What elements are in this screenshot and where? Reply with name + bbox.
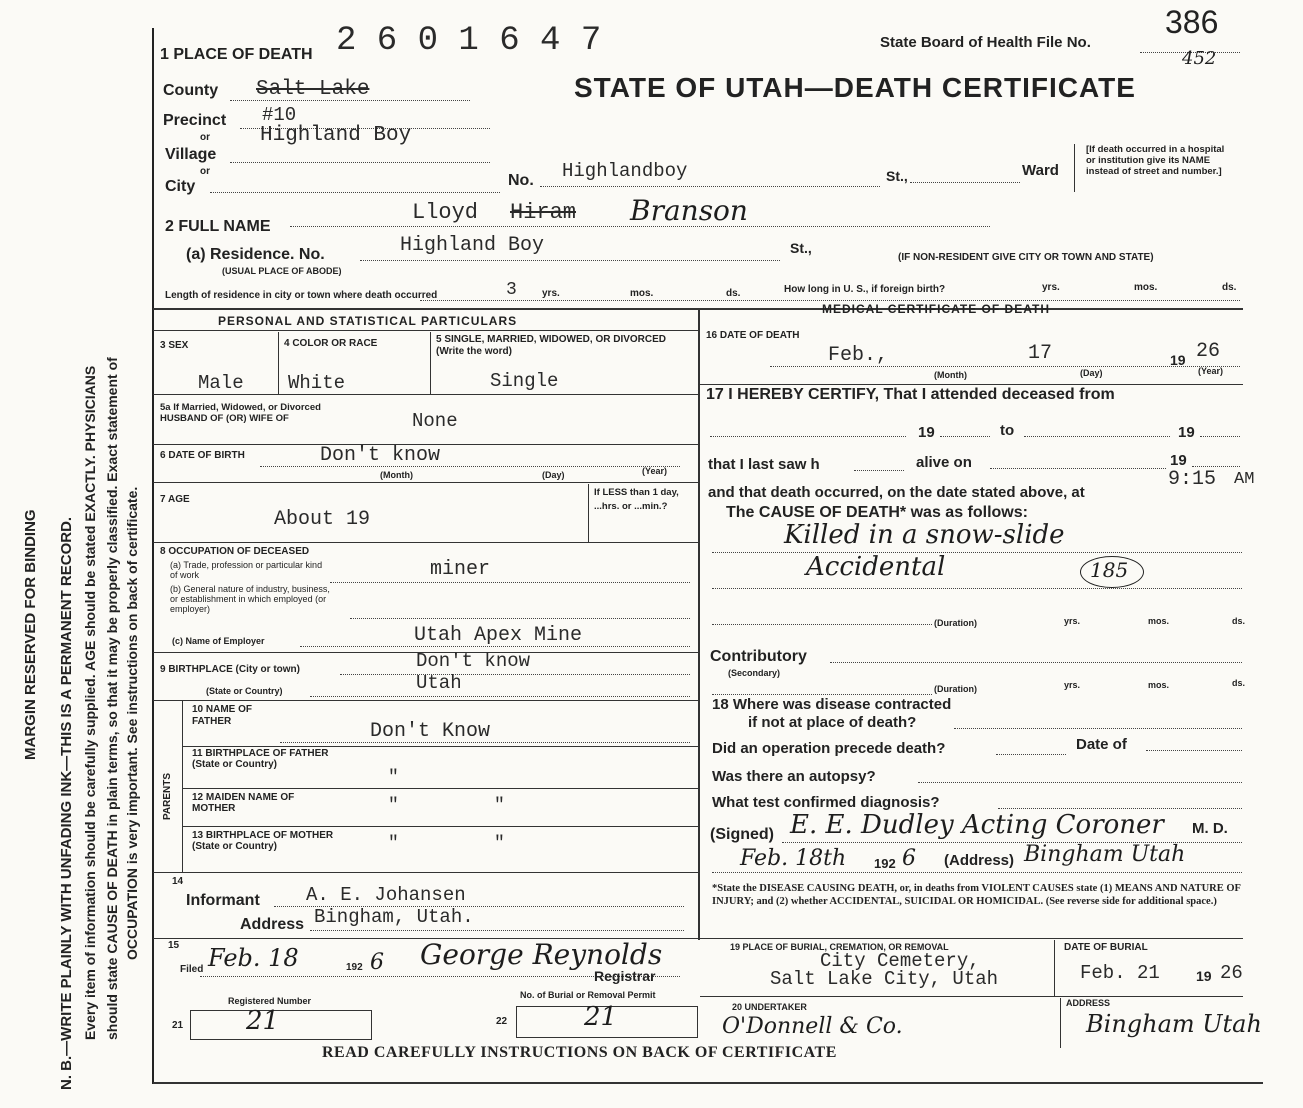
occupation-b-label: (b) General nature of industry, business, or establishment in which employed (or employer) (170, 584, 330, 614)
ward-label: Ward (1022, 162, 1059, 179)
cause-code: 185 (1090, 558, 1129, 582)
cause-label: The CAUSE OF DEATH* was as follows: (726, 504, 1028, 521)
father-birthplace-ditto: " (388, 768, 399, 788)
alive-on-year-line (1192, 466, 1240, 467)
cause-of-death-2: Accidental (806, 552, 946, 582)
last-saw-line (854, 470, 904, 471)
informant-address-line (310, 930, 684, 931)
where-contracted-label-2: if not at place of death? (748, 714, 917, 731)
file-number-sub: 452 (1182, 48, 1217, 69)
date-of-line (1146, 750, 1242, 751)
st-label: St., (886, 168, 908, 184)
marital-label: 5 SINGLE, MARRIED, WIDOWED, OR DIVORCED (Write the word) (436, 334, 667, 357)
or-label-1: or (200, 132, 210, 143)
signature-address-label: (Address) (944, 852, 1015, 869)
precinct-label: Precinct (163, 112, 227, 129)
row6-rule (153, 700, 698, 701)
death-time-am: AM (1234, 470, 1255, 489)
dob-value: Don't know (320, 444, 441, 467)
death-day-sub: (Day) (1080, 368, 1103, 378)
sex-value: Male (198, 372, 244, 394)
village-line (230, 162, 490, 163)
occupation-line (330, 582, 690, 583)
burial-place-2: Salt Lake City, Utah (770, 968, 999, 990)
burial-year-prefix: 19 (1196, 968, 1212, 984)
cause-of-death: Killed in a snow-slide (784, 520, 1065, 550)
place-of-death-label: 1 PLACE OF DEATH (160, 46, 313, 63)
burial-permit-prefix: 22 (496, 1016, 508, 1027)
village-value: Highland Boy (260, 124, 412, 147)
burial-year: 26 (1220, 962, 1243, 984)
undertaker-label: 20 UNDERTAKER (732, 1002, 807, 1012)
attended-line-2 (940, 436, 990, 437)
burial-date-label: DATE OF BURIAL (1064, 942, 1148, 953)
occupation-a-label: (a) Trade, profession or particular kind of work (170, 560, 323, 580)
birthplace-line (340, 674, 690, 675)
us-mos: mos. (1134, 282, 1158, 293)
father-line (280, 742, 690, 743)
undertaker-signature: O'Donnell & Co. (722, 1014, 903, 1039)
alive-on-19: 19 (1170, 452, 1187, 469)
village-label: Village (165, 146, 217, 163)
dob-day-sub: (Day) (542, 470, 565, 480)
occupation-value: miner (430, 558, 491, 581)
cause-mos: mos. (1148, 616, 1170, 626)
informant-rule (153, 938, 1243, 939)
medical-row1-rule (700, 384, 1243, 385)
last-saw-label: that I last saw h (708, 456, 820, 473)
burial-place-label: 19 PLACE OF BURIAL, CREMATION, OR REMOVAL (730, 942, 949, 952)
ward-note: [If death occurred in a hospital or institution give its NAME instead of street and number.] (1086, 144, 1225, 177)
death-day: 17 (1028, 342, 1053, 365)
row4-rule (153, 542, 698, 543)
occupation-label: 8 OCCUPATION OF DECEASED (160, 546, 310, 557)
row1-rule (153, 394, 698, 395)
date-of-death-line (770, 366, 1240, 367)
death-time: 9:15 (1168, 468, 1217, 491)
dob-label: 6 DATE OF BIRTH (160, 450, 245, 461)
contributory-line (830, 662, 1242, 663)
city-line (210, 192, 500, 193)
father-rule (183, 746, 698, 747)
attended-line-3 (1024, 436, 1170, 437)
color-label: 4 COLOR OR RACE (284, 338, 378, 349)
length-mos: mos. (630, 288, 654, 299)
test-line (998, 808, 1242, 809)
attended-to: to (1000, 422, 1015, 439)
occupation-b-line (350, 618, 690, 619)
informant-label: Informant (186, 892, 260, 909)
marital-value: Single (490, 370, 559, 392)
contributory-yrs: yrs. (1064, 680, 1081, 690)
burial-divider (1054, 940, 1055, 996)
length-residence-value: 3 (506, 280, 517, 300)
first-name: Lloyd (412, 200, 479, 225)
employer-value: Utah Apex Mine (414, 624, 583, 647)
birthplace-state-line (310, 696, 690, 697)
contributory-line-2 (712, 694, 932, 695)
where-line (954, 728, 1242, 729)
cause-ds: ds. (1232, 616, 1246, 626)
operation-line (996, 754, 1066, 755)
undertaker-address-label: ADDRESS (1066, 998, 1111, 1008)
filed-number: 15 (168, 940, 180, 951)
mother-bp-ditto-2: " (494, 834, 505, 854)
color-divider (430, 332, 431, 394)
burial-permit-number: 21 (584, 1002, 618, 1032)
death-year-sub: (Year) (1198, 366, 1224, 376)
residence-value: Highland Boy (400, 234, 545, 257)
parents-label: PARENTS (162, 772, 173, 820)
color-value: White (288, 372, 346, 394)
death-year-prefix: 19 (1170, 352, 1186, 368)
death-year: 26 (1196, 340, 1221, 363)
street-line (540, 186, 880, 187)
ward-brace (1074, 144, 1081, 192)
birthplace-city: Don't know (416, 650, 531, 672)
registered-number-box (190, 1010, 372, 1040)
birthplace-state-label: (State or Country) (206, 686, 283, 696)
personal-heading: PERSONAL AND STATISTICAL PARTICULARS (218, 314, 518, 328)
certify-label: 17 I HEREBY CERTIFY, That I attended deceased from (706, 386, 1115, 403)
length-residence-label: Length of residence in city or town where death occurred (165, 290, 438, 301)
burial-rule (700, 996, 1243, 997)
personal-heading-rule (153, 330, 698, 331)
county-line (230, 100, 470, 101)
medical-footnote: *State the DISEASE CAUSING DEATH, or, in deaths from VIOLENT CAUSES state (1) MEANS AND NATURE OF INJURY; and (2) whether ACCIDENTAL, SUICIDAL OR HOMICIDAL. (See reverse side for additional space.) (712, 883, 1241, 907)
test-label: What test confirmed diagnosis? (712, 794, 940, 811)
informant-number: 14 (172, 876, 184, 887)
informant-address-label: Address (240, 916, 305, 933)
middle-name: Hiram (510, 200, 577, 225)
dob-month-sub: (Month) (380, 470, 413, 480)
signed-label: (Signed) (710, 826, 774, 843)
cause-duration: (Duration) (934, 618, 977, 628)
signature-date: Feb. 18th (740, 846, 847, 871)
md-label: M. D. (1192, 820, 1228, 837)
side-instruction-1: N. B.—WRITE PLAINLY WITH UNFADING INK—THIS IS A PERMANENT RECORD. (58, 516, 75, 1090)
where-contracted-label: 18 Where was disease contracted (712, 696, 952, 713)
registered-number-prefix: 21 (172, 1020, 184, 1031)
alive-on-label: alive on (916, 454, 972, 471)
parents-divider (182, 700, 183, 872)
mother-bp-ditto-1: " (388, 834, 399, 854)
mother-ditto-1: " (388, 796, 399, 816)
signature-year: 6 (902, 846, 916, 871)
employer-label: (c) Name of Employer (172, 636, 265, 646)
certificate-title: STATE OF UTAH—DEATH CERTIFICATE (574, 72, 1136, 103)
full-name-label: 2 FULL NAME (165, 218, 271, 235)
side-instruction-2: Every item of information should be carefully supplied. AGE should be stated EXACTLY. PHYSICIANS (82, 365, 98, 1040)
nonresident-note: (IF NON-RESIDENT GIVE CITY OR TOWN AND STATE) (898, 252, 1154, 263)
birthplace-label: 9 BIRTHPLACE (City or town) (160, 664, 300, 675)
age-label: 7 AGE (160, 494, 190, 505)
us-yrs: yrs. (1042, 282, 1060, 293)
informant-value: A. E. Johansen (306, 884, 466, 906)
length-ds: ds. (726, 288, 741, 299)
sex-divider (278, 332, 279, 394)
secondary-label: (Secondary) (728, 668, 781, 678)
father-value: Don't Know (370, 720, 491, 743)
attended-19-1: 19 (918, 424, 935, 441)
precinct-value: #10 (262, 104, 297, 126)
informant-address: Bingham, Utah. (314, 906, 474, 928)
medical-heading: MEDICAL CERTIFICATE OF DEATH (822, 302, 1050, 316)
parents-bottom-rule (153, 872, 698, 873)
autopsy-line (918, 782, 1242, 783)
cause-yrs: yrs. (1064, 616, 1081, 626)
cause-line-2 (712, 588, 1242, 589)
age-value: About 19 (274, 508, 371, 531)
mother-label: 12 MAIDEN NAME OF MOTHER (192, 792, 295, 814)
dob-year-sub: (Year) (642, 466, 668, 476)
date-of-label: Date of (1076, 736, 1127, 753)
registered-number: 21 (246, 1006, 280, 1036)
filed-year-prefix: 192 (346, 962, 363, 973)
date-of-death-label: 16 DATE OF DEATH (706, 330, 800, 341)
contributory-mos: mos. (1148, 680, 1170, 690)
spouse-value: None (412, 410, 458, 432)
county-value: Salt Lake (256, 78, 370, 101)
cause-line-3 (712, 624, 932, 625)
length-line (420, 300, 1240, 301)
burial-place: City Cemetery, (820, 950, 980, 972)
residence-line (360, 260, 780, 261)
registered-number-label: Registered Number (228, 996, 312, 1006)
less-than-label: If LESS than 1 day, ...hrs. or ...min.? (594, 487, 679, 512)
footer-instructions: READ CAREFULLY INSTRUCTIONS ON BACK OF CERTIFICATE (322, 1044, 837, 1061)
registrar-signature: George Reynolds (420, 938, 663, 971)
length-yrs: yrs. (542, 288, 560, 299)
sex-label: 3 SEX (160, 340, 189, 351)
footer-rule (153, 1082, 1263, 1084)
or-label-2: or (200, 166, 210, 177)
attended-line-1 (710, 436, 906, 437)
county-label: County (163, 82, 219, 99)
alive-on-line (990, 468, 1166, 469)
filed-label: Filed (180, 964, 204, 975)
side-instruction-3: should state CAUSE OF DEATH in plain terms, so that it may be properly classified. Exact statement of (104, 357, 120, 1040)
last-name: Branson (630, 194, 748, 227)
signature-address: Bingham Utah (1024, 842, 1186, 867)
filed-year: 6 (370, 950, 384, 975)
contributory-ds: ds. (1232, 678, 1246, 688)
filed-date: Feb. 18 (208, 944, 299, 972)
father-birthplace-label: 11 BIRTHPLACE OF FATHER (State or Country) (192, 748, 329, 770)
street-no-value: Highlandboy (562, 160, 688, 182)
certificate-number: 2 6 0 1 6 4 7 (336, 22, 602, 60)
file-number: 386 (1165, 4, 1219, 40)
father-label: 10 NAME OF FATHER (192, 704, 253, 727)
employer-line (300, 646, 690, 647)
attended-19-2: 19 (1178, 424, 1195, 441)
physician-signature: E. E. Dudley Acting Coroner (790, 810, 1164, 840)
death-month: Feb., (828, 344, 889, 367)
registrar-label: Registrar (594, 968, 656, 984)
residence-st: St., (790, 240, 812, 256)
mother-birthplace-label: 13 BIRTHPLACE OF MOTHER (State or Country) (192, 830, 334, 852)
spouse-label: 5a If Married, Widowed, or Divorced HUSBAND OF (OR) WIFE OF (160, 402, 321, 424)
signature-year-prefix: 192 (874, 856, 896, 871)
attended-line-4 (1200, 436, 1240, 437)
ward-line-pre (910, 182, 1020, 183)
full-name-line (290, 226, 990, 227)
birthplace-state: Utah (416, 672, 462, 694)
father-bp-rule (183, 788, 698, 789)
undertaker-divider (1060, 998, 1061, 1048)
binding-margin-note: MARGIN RESERVED FOR BINDING (22, 509, 39, 760)
city-label: City (165, 178, 196, 195)
row3-rule (153, 482, 698, 483)
death-month-sub: (Month) (934, 370, 967, 380)
burial-date: Feb. 21 (1080, 962, 1160, 984)
us-ds: ds. (1222, 282, 1237, 293)
mother-ditto-2: " (494, 796, 505, 816)
age-divider (588, 484, 589, 542)
cause-line-1 (712, 552, 1242, 553)
dob-line (260, 466, 680, 467)
death-occurred-label: and that death occurred, on the date stated above, at (708, 484, 1085, 501)
mother-rule (183, 826, 698, 827)
residence-label: (a) Residence. No. (186, 246, 325, 263)
contributory-duration: (Duration) (934, 684, 977, 694)
file-number-label: State Board of Health File No. (880, 34, 1091, 51)
signature-address-line (712, 872, 1242, 873)
burial-permit-label: No. of Burial or Removal Permit (520, 990, 656, 1000)
side-instruction-4: OCCUPATION is very important. See instructions on back of certificate. (124, 486, 140, 960)
middle-column-rule (698, 308, 700, 940)
street-no-label: No. (508, 172, 534, 189)
residence-sub: (USUAL PLACE OF ABODE) (222, 266, 342, 276)
operation-label: Did an operation precede death? (712, 740, 946, 757)
autopsy-label: Was there an autopsy? (712, 768, 876, 785)
undertaker-address: Bingham Utah (1086, 1010, 1262, 1038)
contributory-label: Contributory (710, 648, 807, 665)
us-residence-label: How long in U. S., if foreign birth? (784, 284, 946, 295)
